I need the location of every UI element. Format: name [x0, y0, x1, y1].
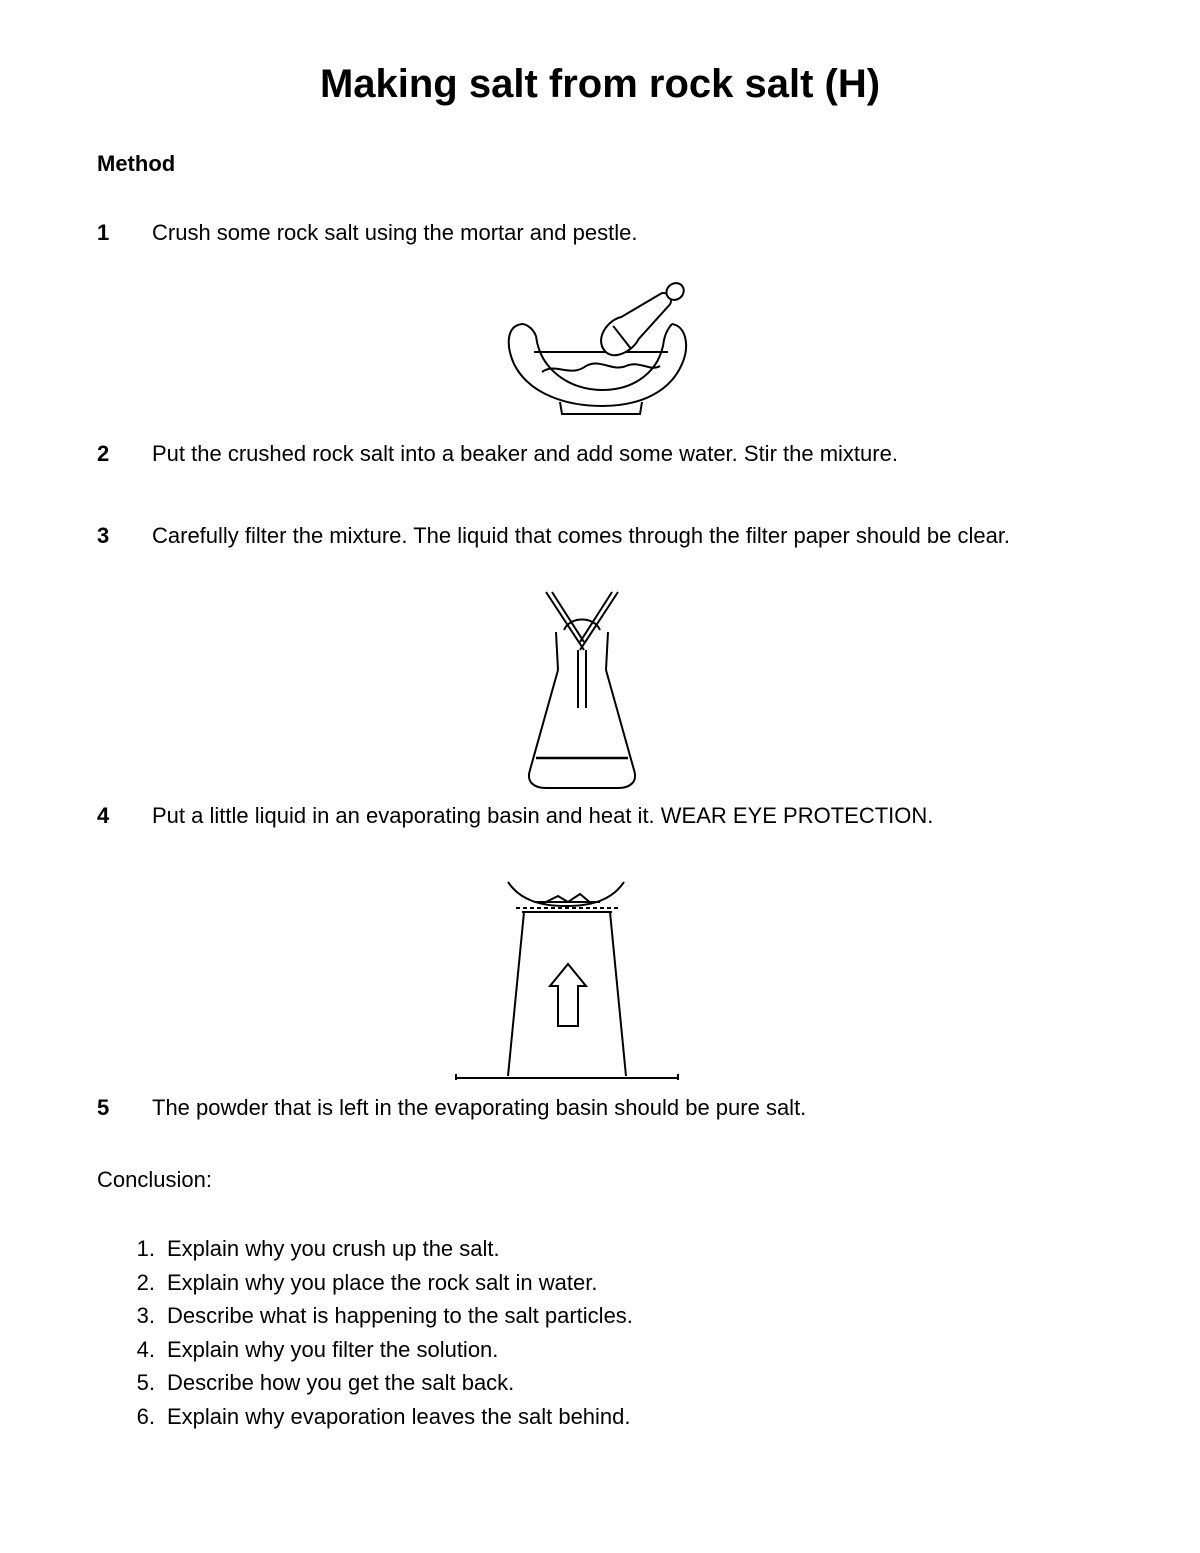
- method-heading: Method: [97, 151, 176, 176]
- conclusion-questions-list: [97, 1232, 997, 1434]
- question-text: Explain why you place the rock salt in water.: [167, 1269, 598, 1295]
- question-text: Describe what is happening to the salt particles.: [167, 1303, 633, 1329]
- question-text: Explain why evaporation leaves the salt behind.: [167, 1403, 631, 1429]
- question-number: 5.: [136, 1370, 155, 1396]
- filter-funnel-flask-figure: [520, 590, 645, 792]
- question-item: [97, 1266, 997, 1300]
- page-title: Making salt from rock salt (H): [319, 62, 881, 106]
- step-number: 2: [97, 441, 110, 466]
- step-text: Carefully filter the mixture. The liquid that comes through the filter paper should be clear.: [152, 523, 1011, 548]
- question-text: Describe how you get the salt back.: [167, 1370, 515, 1396]
- question-number: 4.: [136, 1336, 155, 1362]
- question-text: Explain why you crush up the salt.: [167, 1236, 500, 1261]
- step-text: Put a little liquid in an evaporating basin and heat it. WEAR EYE PROTECTION.: [152, 803, 934, 828]
- step-text: Put the crushed rock salt into a beaker and add some water. Stir the mixture.: [152, 441, 898, 466]
- evaporating-basin-heating-figure: [450, 876, 685, 1086]
- step-text: Crush some rock salt using the mortar and pestle.: [152, 220, 638, 245]
- question-number: 3.: [136, 1303, 155, 1329]
- step-number: 4: [97, 803, 110, 828]
- step-number: 5: [97, 1095, 110, 1120]
- question-text: Explain why you filter the solution.: [167, 1336, 499, 1362]
- question-item: [97, 1232, 997, 1266]
- question-item: [97, 1333, 997, 1367]
- question-number: 6.: [136, 1403, 155, 1429]
- step-number: 3: [97, 523, 110, 548]
- question-item: [97, 1299, 997, 1333]
- question-number: 1.: [136, 1236, 155, 1261]
- step-text: The powder that is left in the evaporating basin should be pure salt.: [152, 1095, 807, 1120]
- question-item: [97, 1366, 997, 1400]
- question-number: 2.: [136, 1269, 155, 1295]
- conclusion-heading: Conclusion:: [97, 1167, 212, 1192]
- question-item: [97, 1400, 997, 1434]
- mortar-and-pestle-figure: [500, 268, 705, 420]
- step-number: 1: [97, 220, 110, 245]
